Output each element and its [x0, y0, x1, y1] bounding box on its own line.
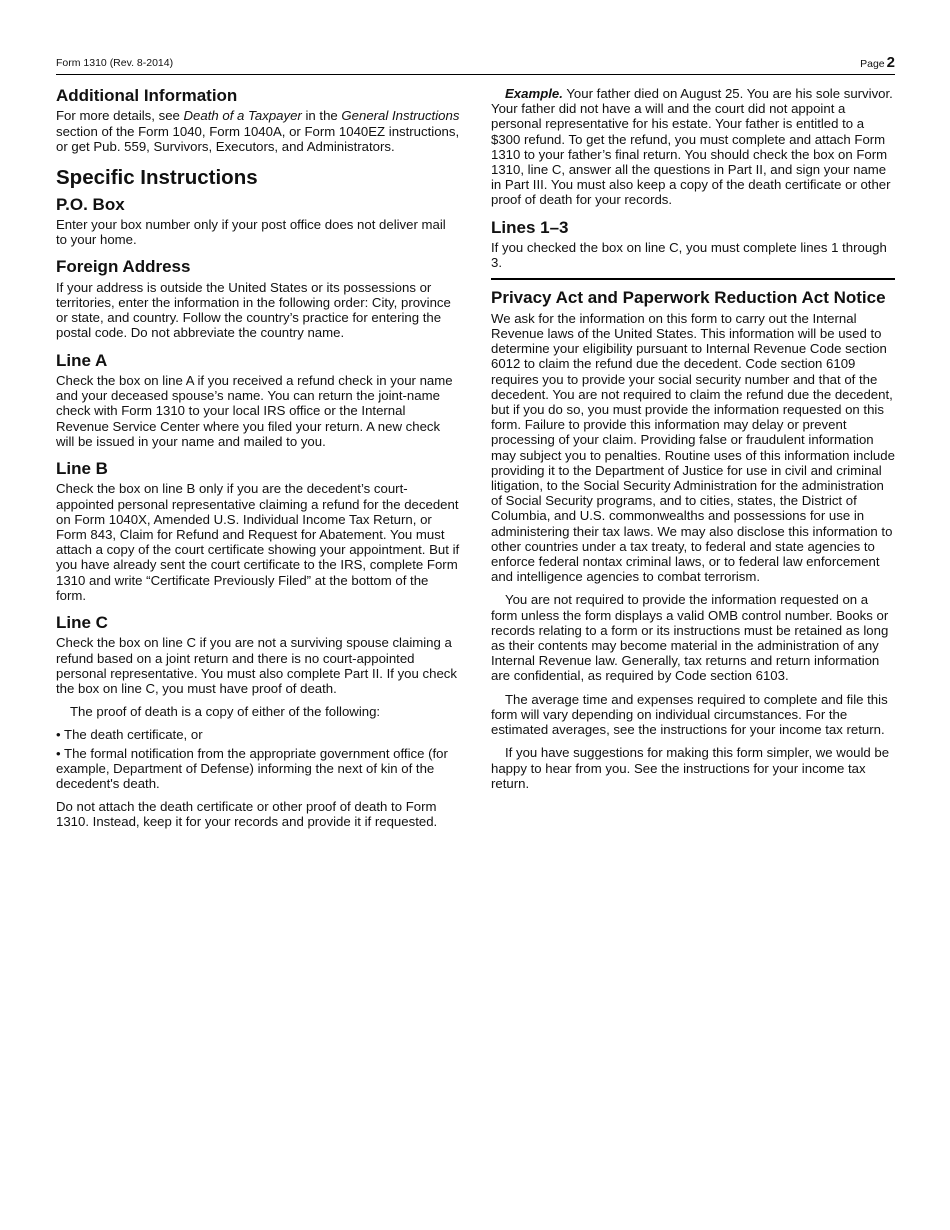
po-box-text: Enter your box number only if your post office does not deliver mail to your home. — [56, 216, 446, 248]
bullet-formal-notification: • The formal notification from the appropriate government office (for example, Department of Defense) informing the next of kin of the decedent's death. — [56, 745, 448, 792]
additional-text-2: in the — [301, 108, 342, 124]
section-divider — [491, 278, 895, 280]
example-lead: Example. — [505, 86, 563, 101]
additional-info-text — [56, 108, 460, 154]
privacy-paragraph-2: You are not required to provide the information requested on a form unless the form displays a valid OMB control number. Books or records relating to a form or its instructions must be retained as long as their contents may become material in the administration of any Internal Revenue law. Generally, tax returns and return information are confidential, as required by Code section 6103. — [491, 592, 889, 684]
lines-1-3-heading: Lines 1–3 — [491, 217, 569, 237]
page-number: 2 — [886, 54, 895, 71]
privacy-paragraph-1: We ask for the information on this form to carry out the Internal Revenue laws of the United States. This information will be used to determine your eligibility pursuant to Internal Revenue Code section 6012 to claim the refund due the decedent. Code section 6109 requires you to provide your social security number and that of the decedent. You are not required to claim the refund due the decedent, but if you do so, you must provide the information requested on this form. Failure to provide this information may delay or prevent processing of your claim. Providing false or fraudulent information may subject you to penalties. Routine uses of this information include providing it to the Department of Justice for use in civil and criminal litigation, to the Social Security Administration for the administration of Social Security programs, and to cities, states, the District of Columbia, and U.S. commonwealths and possessions for use in administering their tax laws. We may also disclose this information to other countries under a tax treaty, to federal and state agencies to enforce federal nontax criminal laws, or to federal law enforcement and intelligence agencies to combat terrorism. — [491, 310, 895, 585]
left-column — [56, 86, 460, 838]
specific-instructions-heading: Specific Instructions — [56, 166, 258, 189]
line-c-heading: Line C — [56, 613, 108, 633]
line-a-text: Check the box on line A if you received a refund check in your name and your deceased spouse’s name. You can return the joint-name check with Form 1310 to your local IRS office or the Internal Revenue Service Center where you filed your return. A new check will be issued in your name and mailed to you. — [56, 372, 453, 449]
line-b-text: Check the box on line B only if you are the decedent’s court-appointed personal representative claiming a refund for the decedent on Form 1040X, Amended U.S. Individual Income Tax Return, or Form 843, Claim for Refund and Request for Abatement. You must attach a copy of the court certificate showing your appointment. But if you have already sent the court certificate to the IRS, complete Form 1310 and write “Certificate Previously Filed” at the bottom of the form. — [56, 481, 460, 603]
privacy-act-heading: Privacy Act and Paperwork Reduction Act Notice — [491, 288, 886, 308]
page-indicator — [860, 54, 895, 71]
foreign-address-heading: Foreign Address — [56, 257, 191, 277]
proof-of-death-intro: The proof of death is a copy of either of the following: — [70, 704, 381, 720]
bullet-death-certificate: • The death certificate, or — [56, 727, 203, 743]
form-revision-label: Form 1310 (Rev. 8-2014) — [56, 57, 174, 69]
additional-italic-2: General Instructions — [341, 108, 460, 124]
example-paragraph — [491, 86, 895, 208]
additional-text-1: For more details, see — [56, 108, 184, 124]
privacy-paragraph-3: The average time and expenses required to complete and file this form will vary depending on individual circumstances. For the estimated averages, see the instructions for your income tax return. — [491, 691, 888, 738]
page-header — [56, 54, 895, 75]
example-text: Your father died on August 25. You are his sole survivor. Your father did not have a will and the court did not appoint a personal representative for his estate. Your father is entitled to a $300 refund. To get the refund, you must complete and attach Form 1310 to your father’s final return. You should check the box on Form 1310, line C, answer all the questions in Part II, and sign your name in Part III. You must also keep a copy of the death certificate or other proof of death for your records. — [491, 86, 893, 208]
line-c-closing-text: Do not attach the death certificate or other proof of death to Form 1310. Instead, keep it for your records and provide it if requested. — [56, 799, 438, 830]
line-c-text: Check the box on line C if you are not a surviving spouse claiming a refund based on a joint return and there is no court-appointed personal representative. You must also complete Part II. If you check the box on line C, you must have proof of death. — [56, 635, 457, 697]
line-b-heading: Line B — [56, 459, 108, 478]
right-column — [491, 86, 895, 799]
additional-info-heading: Additional Information — [56, 86, 238, 105]
page-label: Page — [860, 58, 885, 70]
lines-1-3-text: If you checked the box on line C, you must complete lines 1 through 3. — [491, 240, 887, 271]
privacy-paragraph-4: If you have suggestions for making this form simpler, we would be happy to hear from you. See the instructions for your income tax return. — [491, 745, 890, 791]
line-a-heading: Line A — [56, 350, 108, 370]
po-box-heading: P.O. Box — [56, 194, 125, 214]
additional-text-3: section of the Form 1040, Form 1040A, or Form 1040EZ instructions, or get Pub. 559, Survivors, Executors, and Administrators. — [56, 123, 460, 154]
additional-italic-1: Death of a Taxpayer — [183, 108, 302, 124]
foreign-address-text: If your address is outside the United States or its possessions or territories, enter the information in the following order: City, province or state, and country. Follow the country’s practice for entering the postal code. Do not abbreviate the country name. — [56, 279, 451, 341]
